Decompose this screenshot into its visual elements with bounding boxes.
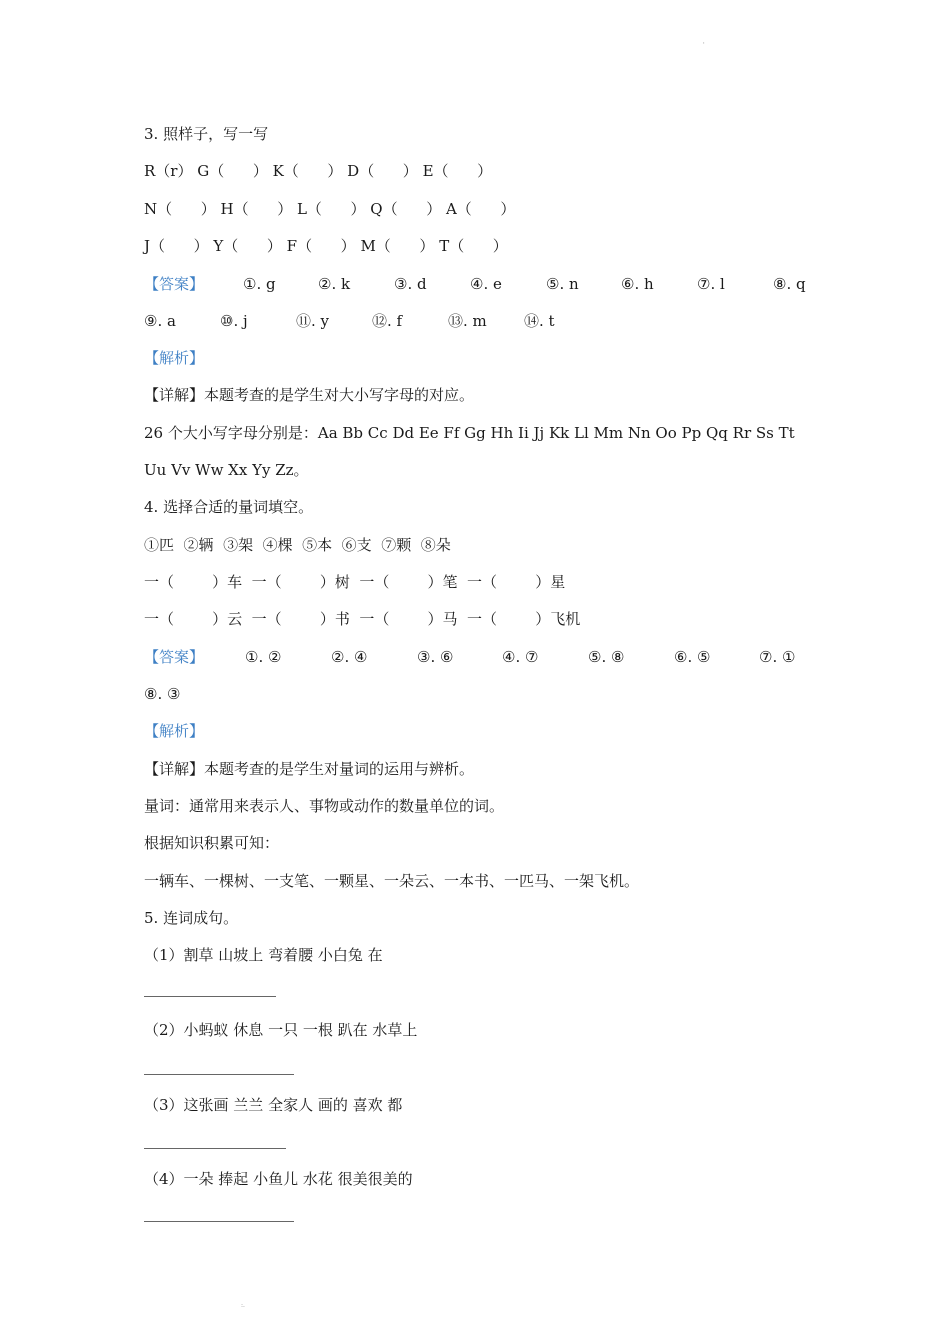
q3-answer-13: ⑬. m — [448, 312, 487, 330]
q3-answer-8: ⑧. q — [773, 275, 806, 293]
q3-detail: 【详解】本题考查的是学生对大小写字母的对应。 — [144, 386, 475, 404]
q5-title: 5. 连词成句。 — [144, 909, 239, 927]
q3-answer-3: ③. d — [394, 275, 427, 293]
q5-answer-line-4[interactable] — [144, 1221, 294, 1222]
q5-answer-line-2[interactable] — [144, 1074, 294, 1075]
q3-answer-2: ②. k — [318, 275, 351, 293]
q3-answer-11: ⑪. y — [296, 312, 330, 330]
q4-answer-4: ④. ⑦ — [502, 648, 539, 666]
q3-answer-12: ⑫. f — [372, 312, 403, 330]
q4-options: ①匹 ②辆 ③架 ④棵 ⑤本 ⑥支 ⑦颗 ⑧朵 — [144, 536, 451, 554]
q3-row-3: J（ ） Y（ ） F（ ） M（ ） T（ ） — [144, 237, 508, 255]
q4-answer-6: ⑥. ⑤ — [674, 648, 711, 666]
q3-answer-7: ⑦. l — [697, 275, 725, 293]
q4-answer-1: ①. ② — [245, 648, 282, 666]
q3-answer-label: 【答案】 — [144, 275, 205, 293]
q4-title: 4. 选择合适的量词填空。 — [144, 498, 314, 516]
q3-answer-4: ④. e — [470, 275, 502, 293]
q4-knowledge: 根据知识积累可知： — [144, 834, 280, 852]
q4-answer-label: 【答案】 — [144, 648, 205, 666]
q3-answer-14: ⑭. t — [524, 312, 555, 330]
q3-row-2: N（ ） H（ ） L（ ） Q（ ） A（ ） — [144, 200, 516, 218]
q3-analysis-label: 【解析】 — [144, 349, 205, 367]
q4-answer-8: ⑧. ③ — [144, 685, 181, 703]
q5-answer-line-1[interactable] — [144, 996, 276, 997]
q3-title: 3. 照样子，写一写 — [144, 125, 269, 143]
q3-answer-row-2 — [144, 311, 604, 331]
q4-answer-5: ⑤. ⑧ — [588, 648, 625, 666]
q4-row-1: 一（ ）车 一（ ）树 一（ ）笔 一（ ）星 — [144, 573, 566, 591]
q3-alphabet-line-2: Uu Vv Ww Xx Yy Zz。 — [144, 461, 309, 479]
q4-answer-2: ②. ④ — [331, 648, 368, 666]
q3-answer-9: ⑨. a — [144, 312, 176, 330]
q5-sentence-4: （4）一朵 捧起 小鱼儿 水花 很美很美的 — [144, 1170, 413, 1188]
q4-detail: 【详解】本题考查的是学生对量词的运用与辨析。 — [144, 760, 475, 778]
q3-answer-6: ⑥. h — [621, 275, 654, 293]
q4-definition: 量词：通常用来表示人、事物或动作的数量单位的词。 — [144, 797, 505, 815]
q4-answer-3: ③. ⑥ — [417, 648, 454, 666]
q5-answer-line-3[interactable] — [144, 1148, 286, 1149]
q4-analysis-label: 【解析】 — [144, 722, 205, 740]
q5-sentence-3: （3）这张画 兰兰 全家人 画的 喜欢 都 — [144, 1096, 403, 1114]
q4-row-2: 一（ ）云 一（ ）书 一（ ）马 一（ ）飞机 — [144, 610, 581, 628]
q4-answer-row — [144, 647, 814, 667]
q5-sentence-1: （1）割草 山坡上 弯着腰 小白兔 在 — [144, 946, 383, 964]
q4-summary: 一辆车、一棵树、一支笔、一颗星、一朵云、一本书、一匹马、一架飞机。 — [144, 872, 640, 890]
q4-answer-7: ⑦. ① — [759, 648, 796, 666]
q3-answer-5: ⑤. n — [546, 275, 579, 293]
q3-answer-10: ⑩. j — [220, 312, 248, 330]
q3-alphabet-line-1: 26 个大小写字母分别是：Aa Bb Cc Dd Ee Ff Gg Hh Ii Jj Kk Ll Mm Nn Oo Pp Qq Rr Ss Tt — [144, 424, 795, 442]
footer-mark: :. — [241, 1302, 245, 1309]
corner-mark: ' — [703, 42, 705, 49]
q3-answer-1: ①. g — [243, 275, 276, 293]
q5-sentence-2: （2）小蚂蚁 休息 一只 一根 趴在 水草上 — [144, 1021, 418, 1039]
q3-row-1: R（r） G（ ） K（ ） D（ ） E（ ） — [144, 162, 493, 180]
q3-answer-row — [144, 274, 824, 294]
